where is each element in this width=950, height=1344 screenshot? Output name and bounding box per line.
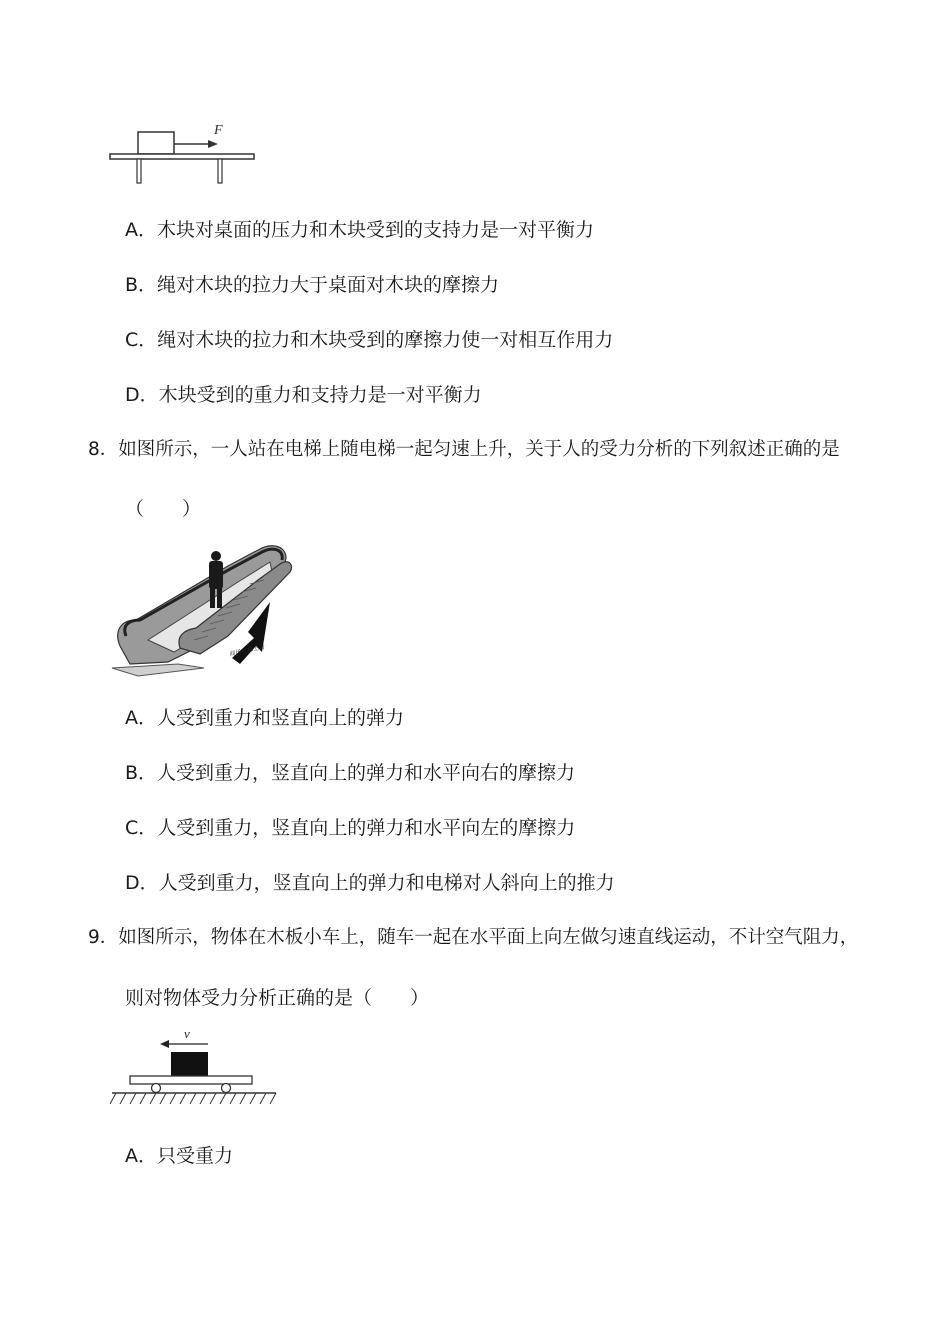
object-block xyxy=(171,1052,208,1076)
q8-escalator-figure xyxy=(108,536,294,678)
q8-stem-paren: （ ） xyxy=(125,498,202,520)
q9-option-a: A．只受重力 xyxy=(125,1145,233,1167)
wooden-block xyxy=(138,132,174,154)
q9-cart-figure xyxy=(108,1026,280,1108)
escalator-floor xyxy=(112,664,204,676)
cart-wheel-right xyxy=(222,1084,231,1093)
force-arrowhead xyxy=(208,140,218,148)
q8-option-a: A．人受到重力和竖直向上的弹力 xyxy=(125,707,404,729)
q8-option-b: B．人受到重力，竖直向上的弹力和水平向右的摩擦力 xyxy=(125,762,576,784)
q7-option-d: D．木块受到的重力和支持力是一对平衡力 xyxy=(125,384,482,406)
q8-stem: 8．如图所示，一人站在电梯上随电梯一起匀速上升，关于人的受力分析的下列叙述正确的是 xyxy=(88,439,840,460)
force-label: F xyxy=(214,123,223,138)
table-leg-right xyxy=(218,159,222,183)
table-leg-left xyxy=(137,159,141,183)
q7-option-a: A．木块对桌面的压力和木块受到的支持力是一对平衡力 xyxy=(125,219,594,241)
q9-stem: 9．如图所示，物体在木板小车上，随车一起在水平面上向左做匀速直线运动，不计空气阻力， xyxy=(88,927,859,948)
table-top xyxy=(110,154,254,159)
q8-option-d: D．人受到重力，竖直向上的弹力和电梯对人斜向上的推力 xyxy=(125,872,615,894)
escalator-caption: 商场电梯上行 xyxy=(228,643,266,658)
q7-table-block-figure xyxy=(108,120,258,188)
velocity-label: v xyxy=(184,1026,190,1041)
cart-board xyxy=(130,1076,252,1084)
q9-stem-line2: 则对物体受力分析正确的是（ ） xyxy=(125,987,430,1009)
ground-hatching xyxy=(110,1093,276,1104)
q8-option-c: C．人受到重力，竖直向上的弹力和水平向左的摩擦力 xyxy=(125,817,576,839)
cart-wheel-left xyxy=(152,1084,161,1093)
q7-option-c: C．绳对木块的拉力和木块受到的摩擦力使一对相互作用力 xyxy=(125,329,614,351)
q7-option-b: B．绳对木块的拉力大于桌面对木块的摩擦力 xyxy=(125,274,500,296)
velocity-arrowhead xyxy=(160,1040,169,1048)
